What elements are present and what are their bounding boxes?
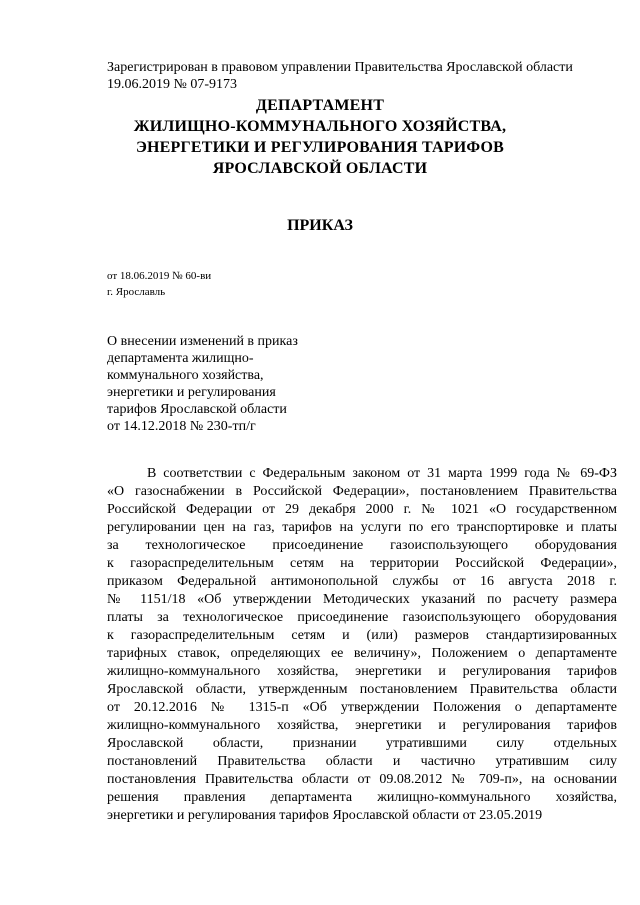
body-line: жилищно-коммунального хозяйства, энергетики и регулирования тарифов	[107, 718, 617, 733]
body-line: Ярославской области, признании утратившими силу отдельных	[107, 736, 617, 751]
order-city: г. Ярославль	[107, 286, 166, 298]
registration-line-1: Зарегистрирован в правовом управлении Правительства Ярославской области	[107, 60, 573, 75]
body-line: за технологическое присоединение газоиспользующего оборудования	[107, 538, 617, 553]
order-title: ПРИКАЗ	[287, 217, 353, 234]
subject-line: энергетики и регулирования	[107, 385, 276, 400]
subject-line: коммунального хозяйства,	[107, 368, 264, 383]
department-name-line: ЯРОСЛАВСКОЙ ОБЛАСТИ	[212, 160, 428, 177]
body-line: № 1151/18 «Об утверждении Методических указаний по расчету размера	[107, 592, 617, 607]
body-line: решения правления департамента жилищно-коммунального хозяйства,	[107, 790, 617, 805]
body-line: приказом Федеральной антимонопольной службы от 16 августа 2018 г.	[107, 574, 617, 589]
body-line: «О газоснабжении в Российской Федерации», постановлением Правительства	[107, 484, 617, 499]
body-line: Российской Федерации от 29 декабря 2000 г. № 1021 «О государственном	[107, 502, 617, 517]
department-name-line: ДЕПАРТАМЕНТ	[255, 97, 385, 114]
subject-line: от 14.12.2018 № 230-тп/г	[107, 419, 256, 434]
subject-line: тарифов Ярославской области	[107, 402, 287, 417]
body-line: к газораспределительным сетям на территории Российской Федерации»,	[107, 556, 617, 571]
body-line: платы за технологическое присоединение газоиспользующего оборудования	[107, 610, 617, 625]
department-name-line: ЭНЕРГЕТИКИ И РЕГУЛИРОВАНИЯ ТАРИФОВ	[135, 139, 505, 156]
body-line: тарифных ставок, определяющих ее величину», Положением о департаменте	[107, 646, 617, 661]
body-line: энергетики и регулирования тарифов Ярославской области от 23.05.2019	[107, 808, 543, 823]
subject-line: О внесении изменений в приказ	[107, 334, 298, 349]
body-line: от 20.12.2016 № 1315-п «Об утверждении Положения о департаменте	[107, 700, 617, 715]
body-line: В соответствии с Федеральным законом от 31 марта 1999 года № 69-ФЗ	[147, 466, 617, 481]
body-line: Ярославской области, утвержденным постановлением Правительства области	[107, 682, 617, 697]
body-line: регулировании цен на газ, тарифов на услуги по его транспортировке и платы	[107, 520, 617, 535]
body-line: постановления Правительства области от 09.08.2012 № 709-п», на основании	[107, 772, 617, 787]
body-line: постановлений Правительства области и частично утратившим силу	[107, 754, 617, 769]
order-date-number: от 18.06.2019 № 60-ви	[107, 270, 212, 282]
body-line: к газораспределительным сетям и (или) размеров стандартизированных	[107, 628, 617, 643]
department-name-line: ЖИЛИЩНО-КОММУНАЛЬНОГО ХОЗЯЙСТВА,	[133, 118, 507, 135]
registration-line-2: 19.06.2019 № 07-9173	[107, 77, 238, 92]
body-line: жилищно-коммунального хозяйства, энергетики и регулирования тарифов	[107, 664, 617, 679]
subject-line: департамента жилищно-	[107, 351, 254, 366]
